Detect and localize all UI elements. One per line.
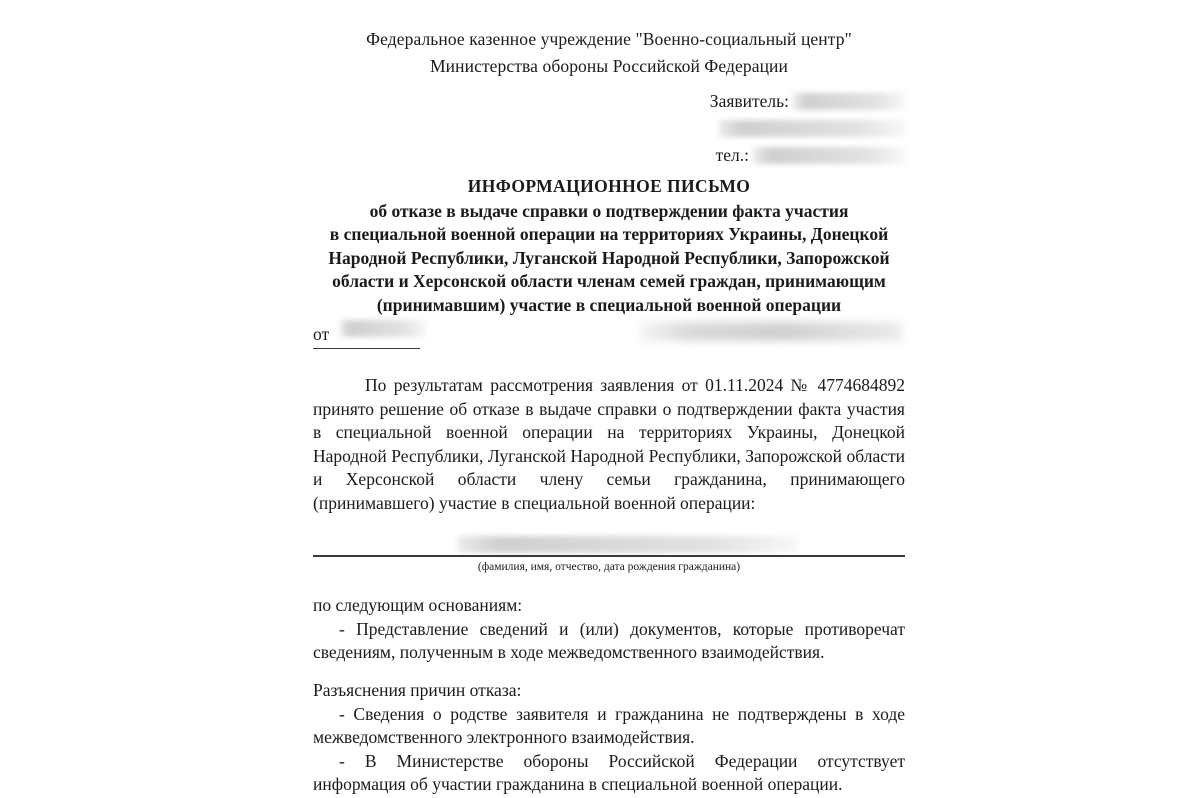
applicant-address-redaction — [719, 120, 905, 137]
applicant-label: Заявитель: — [709, 91, 789, 111]
document-subtitle-line-4: области и Херсонской области членам семей граждан, принимающим — [332, 271, 886, 291]
applicant-row-continued — [313, 115, 905, 142]
document-title: ИНФОРМАЦИОННОЕ ПИСЬМО — [467, 176, 751, 196]
document-subtitle-line-3: Народной Республики, Луганской Народной Республики, Запорожской — [328, 247, 890, 268]
from-date-line — [313, 322, 905, 348]
citizen-name-rule — [313, 555, 905, 557]
citizen-name-redaction — [458, 536, 798, 553]
organization-header — [313, 26, 905, 80]
citizen-name-caption: (фамилия, имя, отчество, дата рождения гражданина) — [477, 561, 741, 573]
organization-line-1: Федеральное казенное учреждение "Военно-социальный центр" — [366, 29, 852, 49]
document-subtitle-line-1: об отказе в выдаче справки о подтверждении факта участия — [369, 200, 849, 221]
clarifications-item: - В Министерстве обороны Российской Федерации отсутствует информация об участии гражданина в специальной военной операции. — [313, 750, 905, 794]
document-subtitle-line-2: в специальной военной операции на территориях Украины, Донецкой — [329, 224, 889, 244]
applicant-block — [313, 88, 905, 169]
from-right-redaction — [640, 322, 902, 341]
phone-row — [313, 142, 905, 169]
clarifications-item: - Сведения о родстве заявителя и гражданина не подтверждены в ходе межведомственного электронного взаимодействия. — [313, 703, 905, 747]
phone-label: тел.: — [715, 145, 749, 165]
phone-number-redaction — [753, 147, 905, 164]
grounds-section — [313, 594, 905, 665]
from-date-redaction — [340, 320, 426, 337]
grounds-heading: по следующим основаниям: — [313, 595, 523, 615]
organization-line-2: Министерства обороны Российской Федерации — [430, 56, 788, 76]
document-subtitle-line-5: (принимавшим) участие в специальной военной операции — [376, 294, 842, 315]
applicant-name-redaction — [793, 93, 905, 110]
from-label: от — [313, 324, 420, 349]
clarifications-heading: Разъяснения причин отказа: — [313, 680, 522, 700]
grounds-item: - Представление сведений и (или) документов, которые противоречат сведениям, полученным в ходе межведомственного взаимодействия. — [313, 618, 905, 662]
clarifications-section — [313, 679, 905, 797]
body-paragraph: По результатам рассмотрения заявления от 01.11.2024 № 4774684892 принято решение об отказе в выдаче справки о подтверждении факта участия в специальной военной операции на территориях Украины, Донецкой Народной Республики, Луганской Народной Республики, Запорожской области и Херсонской области члену семьи гражданина, принимающего (принимавшего) участие в специальной военной операции: — [313, 375, 905, 513]
document-title-block — [313, 175, 905, 317]
applicant-row — [313, 88, 905, 115]
